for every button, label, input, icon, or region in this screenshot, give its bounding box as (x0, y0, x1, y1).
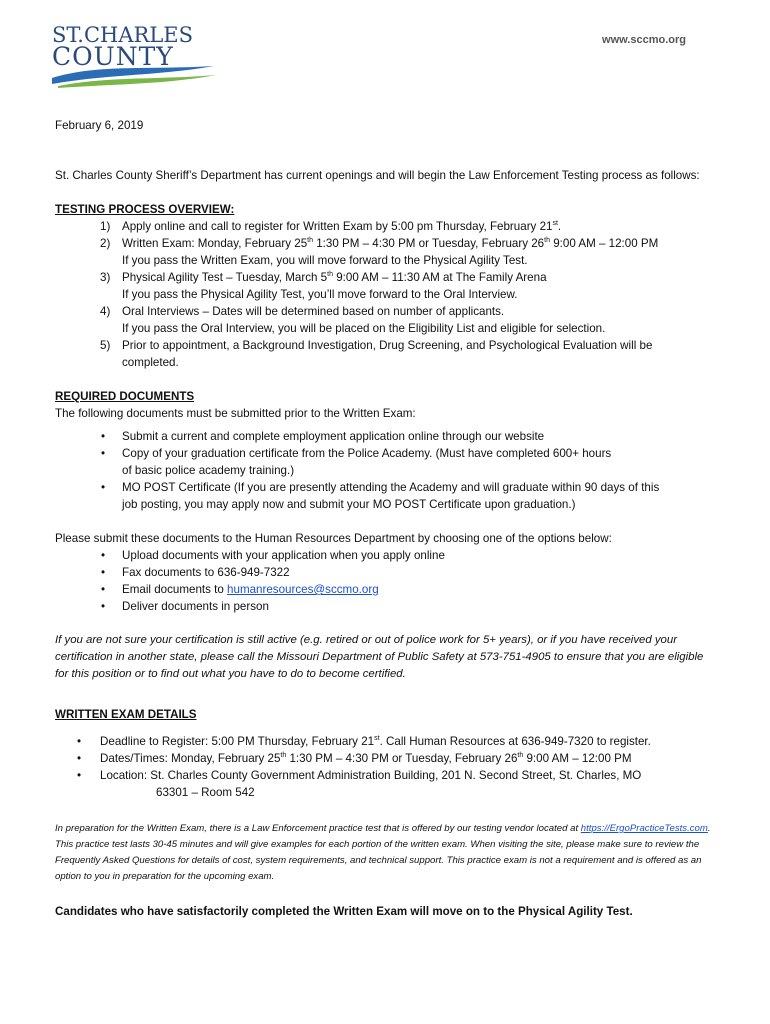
list-item: • Dates/Times: Monday, February 25th 1:30 PM – 4:30 PM or Tuesday, February 26th 9:00 AM – 12:00 PM (55, 750, 715, 767)
bullet: • (101, 481, 106, 494)
list-item: • Email documents to humanresources@sccmo.org (55, 581, 715, 598)
intro-paragraph: St. Charles County Sheriff’s Department has current openings and will begin the Law Enforcement Testing process as follows: (55, 169, 700, 182)
bullet: • (101, 583, 106, 596)
bullet: • (101, 600, 106, 613)
documents-list (55, 428, 715, 513)
letter-body (55, 117, 715, 920)
list-item: • Fax documents to 636-949-7322 (55, 564, 715, 581)
list-item: • Location: St. Charles County Government Administration Building, 201 N. Second Street, St. Charles, MO 63301 – Room 542 (55, 767, 715, 801)
bullet: • (101, 566, 106, 579)
list-item: • Copy of your graduation certificate from the Police Academy. (Must have completed 600+ hours of basic police academy training.) (55, 445, 715, 479)
bullet: • (77, 735, 82, 748)
practice-test-link[interactable]: https://ErgoPracticeTests.com (580, 823, 708, 834)
exam-details-list (55, 733, 715, 801)
submit-lead: Please submit these documents to the Human Resources Department by choosing one of the options below: (55, 532, 612, 545)
st-charles-county-logo (48, 20, 218, 90)
list-item: 3) Physical Agility Test – Tuesday, March 5th 9:00 AM – 11:30 AM at The Family Arena If you pass the Physical Agility Test, you’ll move forward to the Oral Interview. (100, 271, 547, 301)
list-item: 4) Oral Interviews – Dates will be determined based on number of applicants. If you pass the Oral Interview, you will be placed on the Eligibility List and eligible for selection. (100, 305, 606, 335)
list-item: 1) Apply online and call to register for Written Exam by 5:00 pm Thursday, February 21st. (100, 220, 562, 233)
list-item: • Upload documents with your application when you apply online (55, 547, 715, 564)
bullet: • (77, 769, 82, 782)
letter-date: February 6, 2019 (55, 119, 144, 132)
site-url: www.sccmo.org (602, 34, 686, 46)
list-item: 2) Written Exam: Monday, February 25th 1:30 PM – 4:30 PM or Tuesday, February 26th 9:00 AM – 12:00 PM If you pass the Written Exam, you will move forward to the Physical Agility Test. (100, 237, 659, 267)
testing-steps (55, 218, 715, 371)
bullet: • (101, 549, 106, 562)
submit-options-list (55, 547, 715, 615)
list-item: • MO POST Certificate (If you are presently attending the Academy and will graduate within 90 days of this job posting, you may apply now and submit your MO POST Certificate upon graduation.) (55, 479, 715, 513)
exam-heading: WRITTEN EXAM DETAILS (55, 708, 197, 721)
bullet: • (77, 752, 82, 765)
logo-line2: COUNTY (52, 42, 174, 71)
bullet: • (101, 430, 106, 443)
list-item: • Deliver documents in person (55, 598, 715, 615)
practice-test-note: In preparation for the Written Exam, there is a Law Enforcement practice test that is offered by our testing vendor located at https://ErgoPracticeTests.com. This practice test lasts 30-45 minutes and will give examples for each portion of the written exam. When visiting the site, please make sure to review the Frequently Asked Questions for details of cost, system requirements, and technical support. This practice exam is not a requirement and is offered as an option to you in preparation for the upcoming exam. (55, 823, 711, 882)
testing-heading: TESTING PROCESS OVERVIEW: (55, 203, 235, 216)
certification-note: If you are not sure your certification is still active (e.g. retired or out of police work for 5+ years), or if you have received your certification in another state, please call the Missouri Department of Public Safety at 573-751-4905 to ensure that you are eligible for this position or to find out what you have to do to become certified. (55, 634, 704, 680)
list-item: • Submit a current and complete employment application online through our website (55, 428, 715, 445)
logo-line1: ST.CHARLES (52, 23, 194, 47)
bullet: • (101, 447, 106, 460)
list-item: • Deadline to Register: 5:00 PM Thursday, February 21st. Call Human Resources at 636-949-7320 to register. (55, 733, 715, 750)
documents-lead: The following documents must be submitted prior to the Written Exam: (55, 407, 416, 420)
list-item: 5) Prior to appointment, a Background Investigation, Drug Screening, and Psychological Evaluation will be completed. (100, 339, 653, 369)
documents-heading: REQUIRED DOCUMENTS (55, 390, 195, 403)
closing-statement: Candidates who have satisfactorily completed the Written Exam will move on to the Physical Agility Test. (55, 905, 633, 918)
hr-email-link[interactable]: humanresources@sccmo.org (227, 583, 379, 596)
